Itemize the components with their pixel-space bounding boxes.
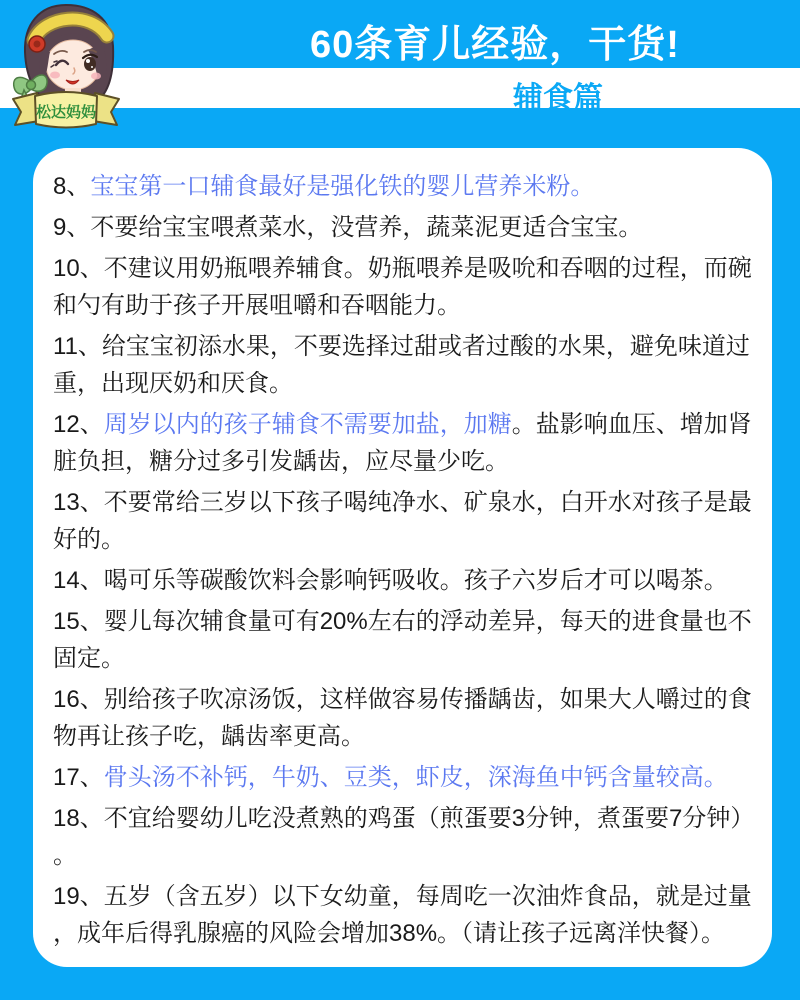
tip-number: 16、 bbox=[53, 686, 104, 713]
tip-text: 不要常给三岁以下孩子喝纯净水、矿泉水，白开水对孩子是最好的。 bbox=[53, 489, 752, 553]
tip-number: 17、 bbox=[53, 764, 104, 791]
tip-text: 不要给宝宝喂煮菜水，没营养，蔬菜泥更适合宝宝。 bbox=[90, 214, 643, 241]
winking-mom-avatar-icon bbox=[10, 2, 122, 130]
tip-item bbox=[53, 484, 752, 558]
tip-item bbox=[53, 328, 752, 402]
tip-text: 不建议用奶瓶喂养辅食。奶瓶喂养是吸吮和吞咽的过程，而碗和勺有助于孩子开展咀嚼和吞咽能力。 bbox=[53, 255, 752, 319]
tip-item bbox=[53, 603, 752, 677]
tips-card bbox=[33, 148, 772, 967]
tip-text-highlighted: 宝宝第一口辅食最好是强化铁的婴儿营养米粉。 bbox=[90, 173, 595, 200]
tip-number: 8、 bbox=[53, 173, 91, 200]
flower-icon bbox=[29, 36, 45, 52]
tip-item bbox=[53, 800, 752, 874]
tip-item bbox=[53, 681, 752, 755]
tips-list bbox=[53, 168, 752, 952]
tip-number: 19、 bbox=[53, 883, 104, 910]
tip-number: 11、 bbox=[53, 333, 102, 360]
tip-item bbox=[53, 878, 752, 952]
brand-ribbon bbox=[13, 92, 119, 128]
tip-item bbox=[53, 209, 752, 246]
tip-text: 喝可乐等碳酸饮料会影响钙吸收。孩子六岁后才可以喝茶。 bbox=[103, 567, 728, 594]
tip-number: 13、 bbox=[53, 489, 104, 516]
poster-subtitle: 辅食篇 bbox=[513, 82, 603, 115]
tip-number: 12、 bbox=[53, 411, 104, 438]
tip-text: 别给孩子吹凉汤饭，这样做容易传播龋齿，如果大人嚼过的食物再让孩子吃，龋齿率更高。 bbox=[53, 686, 752, 750]
tip-item bbox=[53, 759, 752, 796]
tip-text-highlighted: 骨头汤不补钙，牛奶、豆类，虾皮，深海鱼中钙含量较高。 bbox=[103, 764, 728, 791]
tip-text: 五岁（含五岁）以下女幼童，每周吃一次油炸食品，就是过量，成年后得乳腺癌的风险会增加38%。（请让孩子远离洋快餐）。 bbox=[53, 883, 752, 947]
tip-number: 14、 bbox=[53, 567, 104, 594]
tip-item bbox=[53, 168, 752, 205]
brand-name: 松达妈妈 bbox=[35, 104, 97, 121]
tip-text: 不宜给婴幼儿吃没煮熟的鸡蛋（煎蛋要3分钟，煮蛋要7分钟）。 bbox=[53, 805, 743, 869]
tip-text: 给宝宝初添水果，不要选择过甜或者过酸的水果，避免味道过重，出现厌奶和厌食。 bbox=[53, 333, 750, 397]
tip-number: 15、 bbox=[53, 608, 104, 635]
tip-text: 婴儿每次辅食量可有20%左右的浮动差异，每天的进食量也不固定。 bbox=[53, 608, 752, 672]
tip-item bbox=[53, 250, 752, 324]
tip-item bbox=[53, 562, 752, 599]
poster-title: 60条育儿经验，干货! bbox=[310, 24, 680, 66]
tip-number: 18、 bbox=[53, 805, 104, 832]
tip-text: 。盐影响血压、增加肾脏负担，糖分过多引发龋齿，应尽量少吃。 bbox=[53, 411, 752, 475]
tip-number: 10、 bbox=[53, 255, 104, 282]
tip-item bbox=[53, 406, 752, 480]
tip-number: 9、 bbox=[53, 214, 91, 241]
tip-text-highlighted: 周岁以内的孩子辅食不需要加盐，加糖 bbox=[103, 411, 512, 438]
